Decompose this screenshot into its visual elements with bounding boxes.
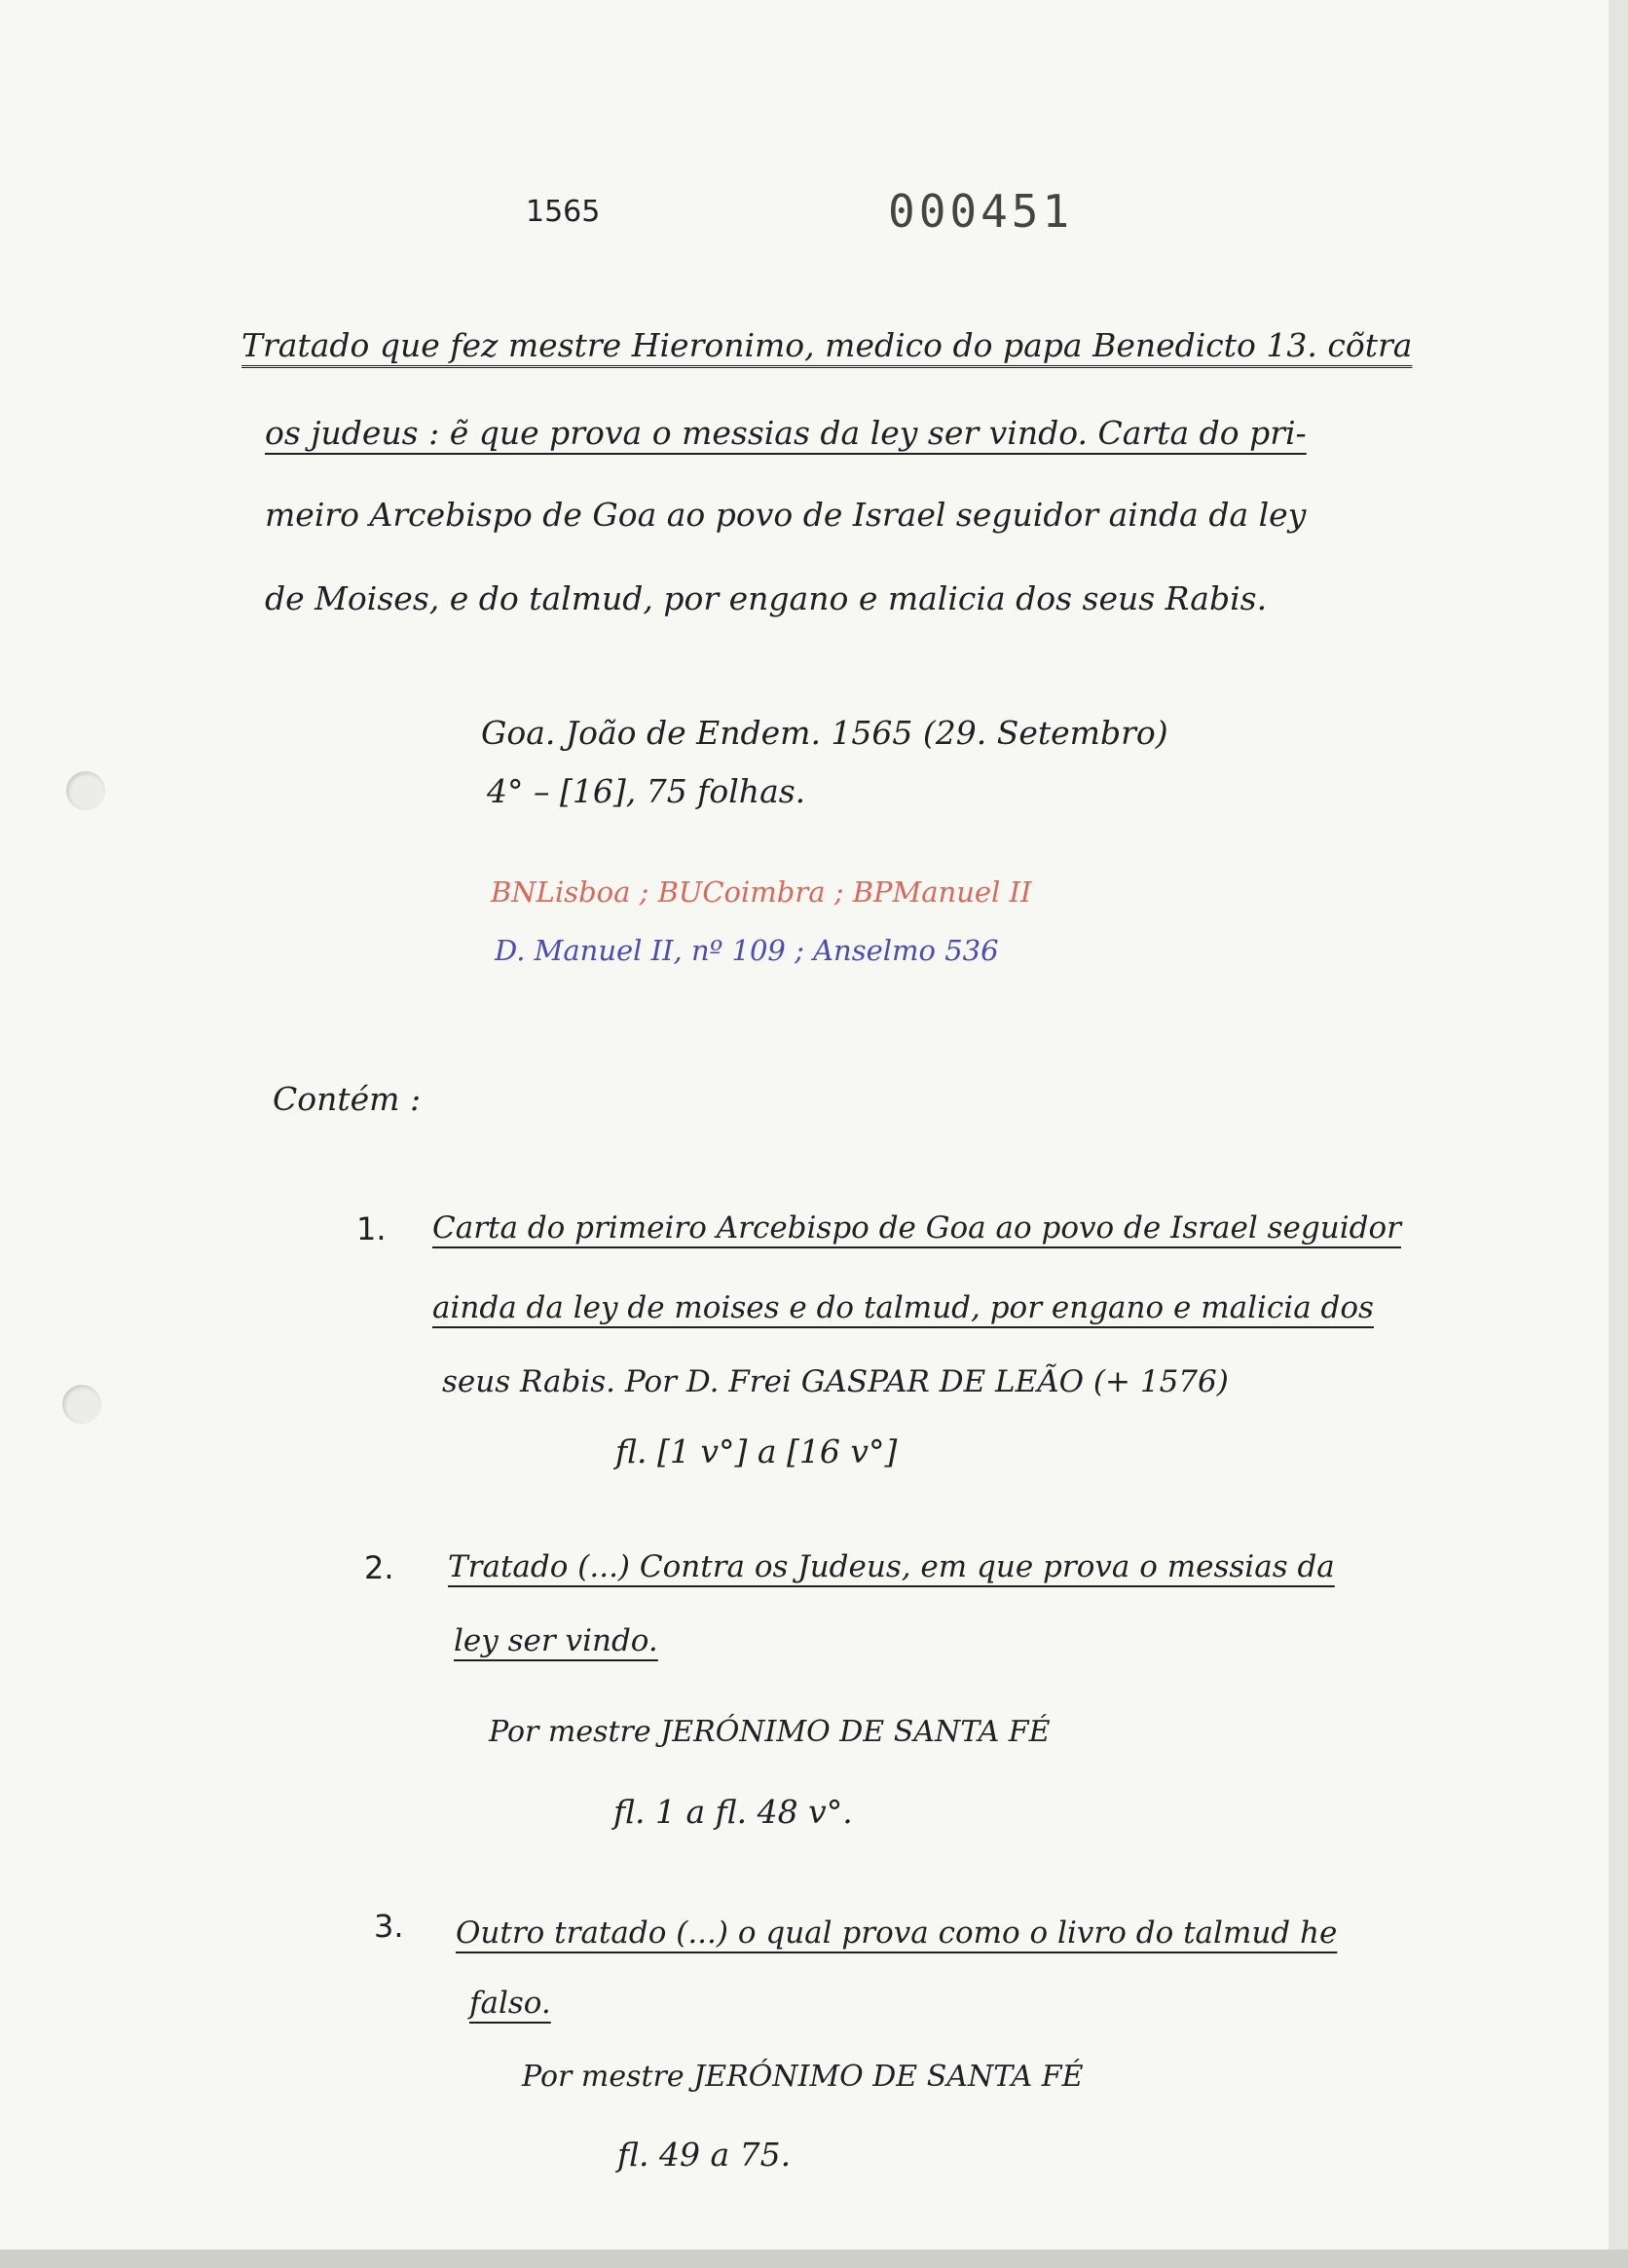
- contents-item-3-author: Por mestre JERÓNIMO DE SANTA FÉ: [522, 2060, 1084, 2094]
- holdings-libraries: BNLisboa ; BUCoimbra ; BPManuel II: [491, 875, 1032, 909]
- holdings-references: D. Manuel II, nº 109 ; Anselmo 536: [495, 934, 999, 967]
- contents-heading: Contém :: [273, 1080, 422, 1118]
- contents-item-1-line-2: ainda da ley de moises e do talmud, por engano e malicia dos: [432, 1290, 1374, 1325]
- title-line-2: [265, 414, 1307, 452]
- scan-edge-bottom: [0, 2249, 1628, 2268]
- contents-item-2-author: Por mestre JERÓNIMO DE SANTA FÉ: [489, 1715, 1051, 1749]
- title-line-2-text: os judeus : ẽ que prova o messias da ley ser vindo. Carta do pri-: [265, 414, 1307, 452]
- contents-item-1-line-1: Carta do primeiro Arcebispo de Goa ao povo de Israel seguidor: [432, 1210, 1401, 1246]
- scan-edge-right: [1609, 0, 1628, 2268]
- contents-item-1-leaves: fl. [1 v°] a [16 v°]: [615, 1432, 898, 1470]
- contents-item-2-leaves: fl. 1 a fl. 48 v°.: [613, 1793, 853, 1831]
- contents-item-1-number: 1.: [356, 1210, 387, 1247]
- contents-item-3-number: 3.: [374, 1908, 404, 1945]
- imprint-line-2: 4° – [16], 75 folhas.: [487, 772, 806, 810]
- imprint-line-1: Goa. João de Endem. 1565 (29. Setembro): [481, 714, 1168, 752]
- contents-item-1-line-3: seus Rabis. Por D. Frei GASPAR DE LEÃO (+ 1576): [442, 1364, 1229, 1399]
- contents-item-3-line-2: falso.: [469, 1986, 551, 2021]
- record-stamp-number: 000451: [888, 185, 1074, 238]
- title-line-3: meiro Arcebispo de Goa ao povo de Israel seguidor ainda da ley: [265, 496, 1307, 534]
- punch-hole-upper: [66, 771, 105, 810]
- contents-item-3-leaves: fl. 49 a 75.: [617, 2136, 792, 2174]
- title-line-1: Tratado que fez mestre Hieronimo, medico do papa Benedicto 13. cõtra: [241, 326, 1413, 364]
- contents-item-2-number: 2.: [364, 1549, 394, 1586]
- punch-hole-lower: [62, 1385, 101, 1424]
- contents-item-2-line-2: ley ser vindo.: [454, 1623, 658, 1658]
- title-line-4: de Moises, e do talmud, por engano e malicia dos seus Rabis.: [265, 579, 1268, 617]
- record-year: 1565: [526, 195, 601, 229]
- contents-item-3-line-1: Outro tratado (...) o qual prova como o livro do talmud he: [456, 1915, 1338, 1951]
- contents-item-2-line-1: Tratado (...) Contra os Judeus, em que prova o messias da: [448, 1549, 1335, 1584]
